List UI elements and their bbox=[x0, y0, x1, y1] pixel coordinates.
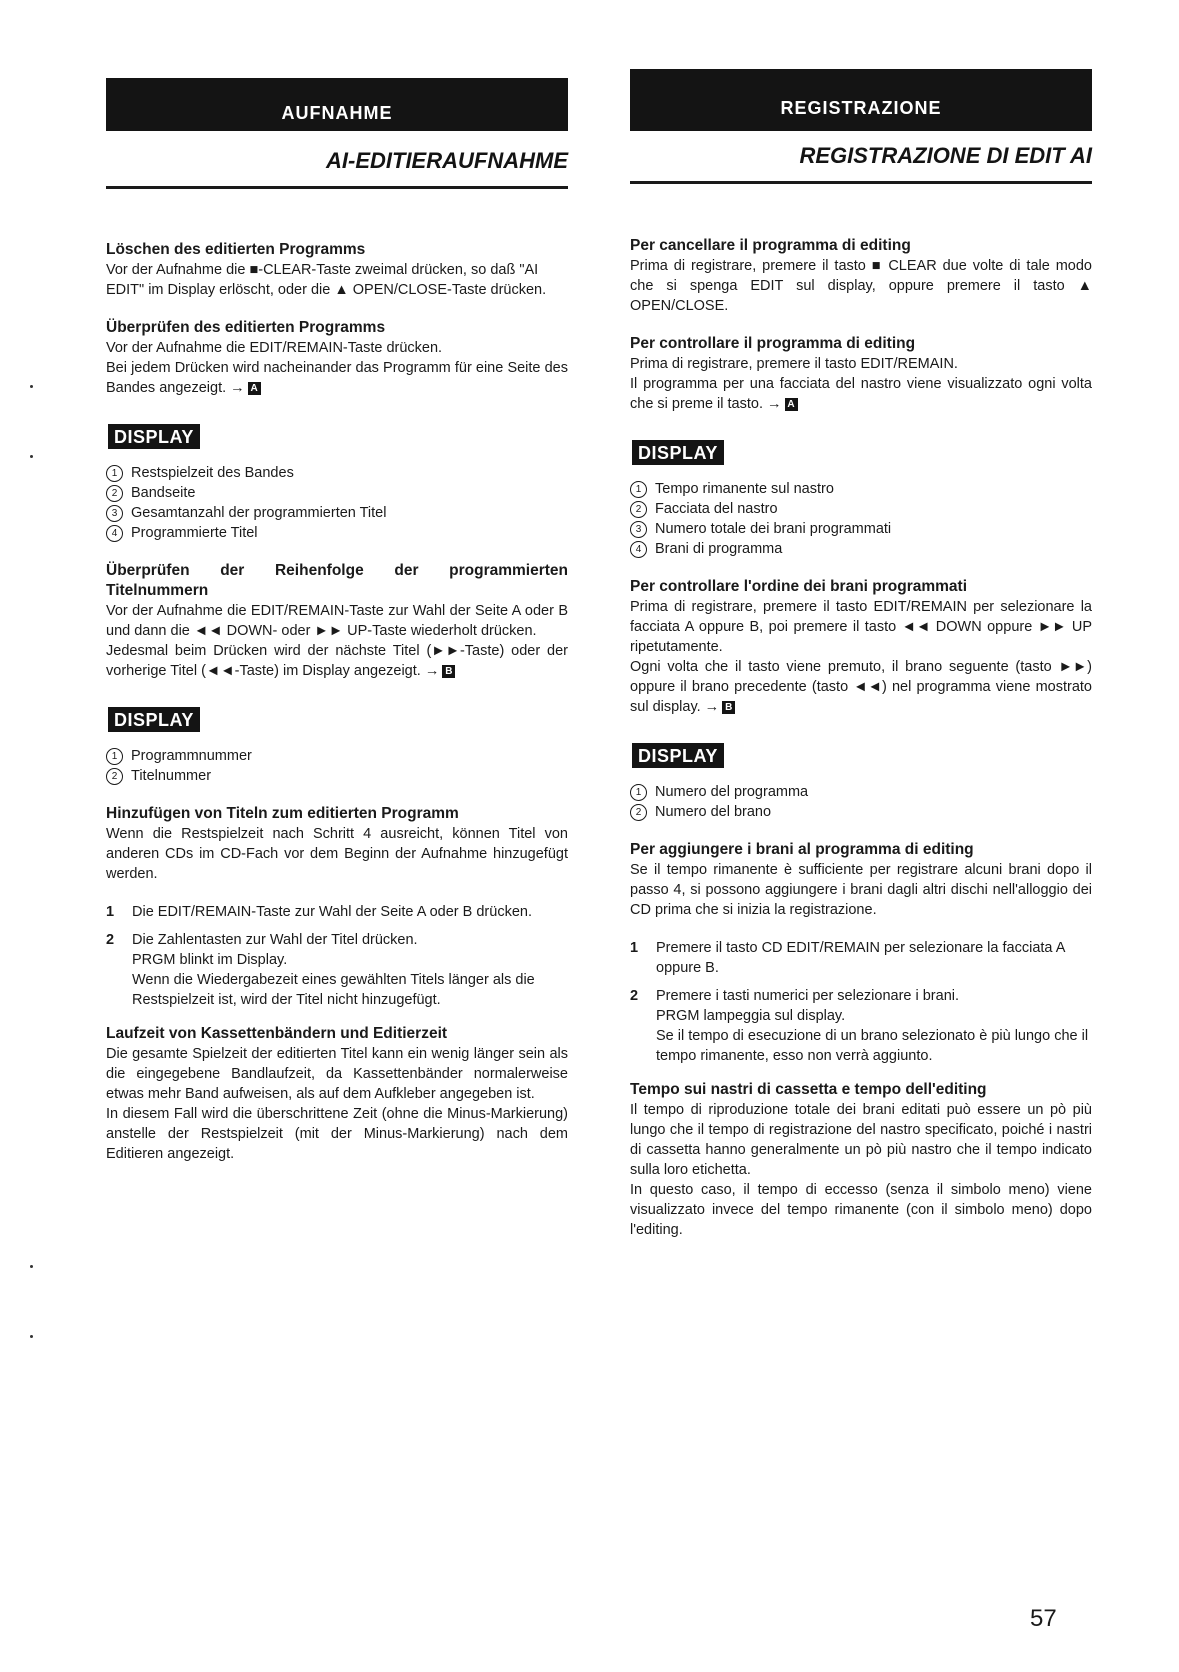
list-item: 4 Brani di programma bbox=[630, 539, 1092, 559]
section-text: Se il tempo rimanente è sufficiente per registrare alcuni brani dopo il passo 4, si possono aggiungere i brani dagli altri dischi nell'alloggio dei CD prima che si inizia la registrazione. bbox=[630, 862, 1092, 918]
page-subtitle: AI-EDITIERAUFNAHME bbox=[326, 148, 568, 173]
display-badge: DISPLAY bbox=[108, 424, 200, 449]
page-number: 57 bbox=[1030, 1605, 1057, 1632]
display-legend bbox=[630, 479, 1092, 559]
divider-rule bbox=[630, 181, 1092, 184]
section-add-titles bbox=[630, 840, 1092, 920]
section-tape-time bbox=[630, 1080, 1092, 1240]
section-delete-program bbox=[106, 240, 568, 300]
ref-box-b: B bbox=[442, 665, 455, 678]
divider-rule bbox=[106, 186, 568, 189]
section-title: Laufzeit von Kassettenbändern und Editierzeit bbox=[106, 1025, 448, 1042]
section-title: Per controllare il programma di editing bbox=[630, 335, 916, 352]
section-text: Vor der Aufnahme die ■-CLEAR-Taste zweimal drücken, so daß "AI EDIT" im Display erlöscht, oder die ▲ OPEN/CLOSE-Taste drücken. bbox=[106, 262, 547, 298]
section-text: Prima di registrare, premere il tasto EDIT/REMAIN per selezionare la facciata A oppure B, poi premere il tasto ◄◄ DOWN oppure ►► UP ripetutamente. bbox=[630, 599, 1092, 655]
ref-box-b: B bbox=[722, 701, 735, 714]
display-legend bbox=[106, 746, 568, 786]
display-badge: DISPLAY bbox=[632, 440, 724, 465]
list-item: 2 Numero del brano bbox=[630, 802, 1092, 822]
ref-box-a: A bbox=[785, 398, 798, 411]
section-banner: AUFNAHME bbox=[106, 78, 568, 131]
scan-dot bbox=[30, 1265, 33, 1268]
list-item: 2 Titelnummer bbox=[106, 766, 568, 786]
section-text: Vor der Aufnahme die EDIT/REMAIN-Taste zur Wahl der Seite A oder B und dann die ◄◄ DOWN- oder ►► UP-Taste wiederholt drücken. bbox=[106, 603, 568, 639]
ref-box-a: A bbox=[248, 382, 261, 395]
steps-list bbox=[630, 938, 1092, 1066]
section-title: Per aggiungere i brani al programma di editing bbox=[630, 841, 974, 858]
section-text: In questo caso, il tempo di eccesso (senza il simbolo meno) viene visualizzato invece del tempo rimanente (con il simbolo meno) dopo l'editing. bbox=[630, 1182, 1092, 1238]
step-item: 1 Die EDIT/REMAIN-Taste zur Wahl der Seite A oder B drücken. bbox=[106, 904, 532, 920]
section-delete-program bbox=[630, 236, 1092, 316]
page-subtitle: REGISTRAZIONE DI EDIT AI bbox=[799, 143, 1092, 168]
section-text: Die gesamte Spielzeit der editierten Titel kann ein wenig länger sein als die eingegebene Bandlaufzeit, da Kassettenbänder normalerweise etwas mehr Band aufweisen, als auf dem Aufkleber angegeben ist. bbox=[106, 1046, 568, 1102]
section-text: Il tempo di riproduzione totale dei brani editati può essere un pò più lungo che il tempo di registrazione del nastro specificato, poiché i nastri di cassetta hanno generalmente un pò più nastro che il tempo indicato sulla loro etichetta. bbox=[630, 1102, 1092, 1178]
list-item: 3 Gesamtanzahl der programmierten Titel bbox=[106, 503, 568, 523]
list-item: 4 Programmierte Titel bbox=[106, 523, 568, 543]
section-check-program bbox=[106, 318, 568, 398]
section-text: Prima di registrare, premere il tasto ■ CLEAR due volte di tale modo che si spenga EDIT sul display, oppure premere il tasto ▲ OPEN/CLOSE. bbox=[630, 258, 1092, 314]
section-text: Bei jedem Drücken wird nacheinander das Programm für eine Seite des Bandes angezeigt. → A bbox=[106, 360, 568, 396]
step-item: 1 Premere il tasto CD EDIT/REMAIN per selezionare la facciata A oppure B. bbox=[630, 940, 1065, 976]
list-item: 2 Bandseite bbox=[106, 483, 568, 503]
section-check-order bbox=[630, 577, 1092, 717]
list-item: 1 Tempo rimanente sul nastro bbox=[630, 479, 1092, 499]
display-badge: DISPLAY bbox=[108, 707, 200, 732]
section-check-program bbox=[630, 334, 1092, 414]
section-add-titles bbox=[106, 804, 568, 884]
section-text: Prima di registrare, premere il tasto EDIT/REMAIN. bbox=[630, 356, 958, 372]
section-title: Per cancellare il programma di editing bbox=[630, 237, 911, 254]
section-text: Il programma per una facciata del nastro viene visualizzato ogni volta che si preme il tasto. → A bbox=[630, 376, 1092, 412]
section-tape-time bbox=[106, 1024, 568, 1164]
step-item: 2 Premere i tasti numerici per selezionare i brani. PRGM lampeggia sul display. Se il tempo di esecuzione di un brano selezionato è più lungo che il tempo rimanente, esso non verrà aggiunto. bbox=[630, 988, 1089, 1064]
list-item: 3 Numero totale dei brani programmati bbox=[630, 519, 1092, 539]
scan-dot bbox=[30, 455, 33, 458]
step-item: 2 Die Zahlentasten zur Wahl der Titel drücken. PRGM blinkt im Display. Wenn die Wiedergabezeit eines gewählten Titels länger als die Restspielzeit ist, wird der Titel nicht hinzugefügt. bbox=[106, 932, 535, 1008]
section-text: In diesem Fall wird die überschrittene Zeit (ohne die Minus-Markierung) anstelle der Restspielzeit (mit der Minus-Markierung) nach dem Editieren angezeigt. bbox=[106, 1106, 568, 1162]
section-title: Löschen des editierten Programms bbox=[106, 241, 366, 258]
section-text: Wenn die Restspielzeit nach Schritt 4 ausreicht, können Titel von anderen CDs im CD-Fach vor dem Beginn der Aufnahme hinzugefügt werden. bbox=[106, 826, 568, 882]
german-content bbox=[106, 240, 568, 1182]
section-title: Tempo sui nastri di cassetta e tempo dell'editing bbox=[630, 1081, 987, 1098]
section-text: Vor der Aufnahme die EDIT/REMAIN-Taste drücken. bbox=[106, 340, 443, 356]
list-item: 1 Programmnummer bbox=[106, 746, 568, 766]
list-item: 1 Numero del programma bbox=[630, 782, 1092, 802]
section-title: Überprüfen der Reihenfolge der programmierten Titelnummern bbox=[106, 562, 568, 599]
steps-list bbox=[106, 902, 568, 1010]
section-title: Überprüfen des editierten Programms bbox=[106, 319, 386, 336]
display-legend bbox=[630, 782, 1092, 822]
section-text: Jedesmal beim Drücken wird der nächste Titel (►►-Taste) oder der vorherige Titel (◄◄-Taste) im Display angezeigt. → B bbox=[106, 643, 568, 679]
scan-dot bbox=[30, 1335, 33, 1338]
section-text: Ogni volta che il tasto viene premuto, il brano seguente (tasto ►►) oppure il brano precedente (tasto ◄◄) nel programma viene mostrato sul display. → B bbox=[630, 659, 1092, 715]
list-item: 1 Restspielzeit des Bandes bbox=[106, 463, 568, 483]
list-item: 2 Facciata del nastro bbox=[630, 499, 1092, 519]
italian-content bbox=[630, 236, 1092, 1258]
scan-dot bbox=[30, 385, 33, 388]
section-title: Per controllare l'ordine dei brani programmati bbox=[630, 578, 968, 595]
section-banner: REGISTRAZIONE bbox=[630, 69, 1092, 131]
section-title: Hinzufügen von Titeln zum editierten Programm bbox=[106, 805, 459, 822]
section-check-order bbox=[106, 561, 568, 681]
display-legend bbox=[106, 463, 568, 543]
display-badge: DISPLAY bbox=[632, 743, 724, 768]
